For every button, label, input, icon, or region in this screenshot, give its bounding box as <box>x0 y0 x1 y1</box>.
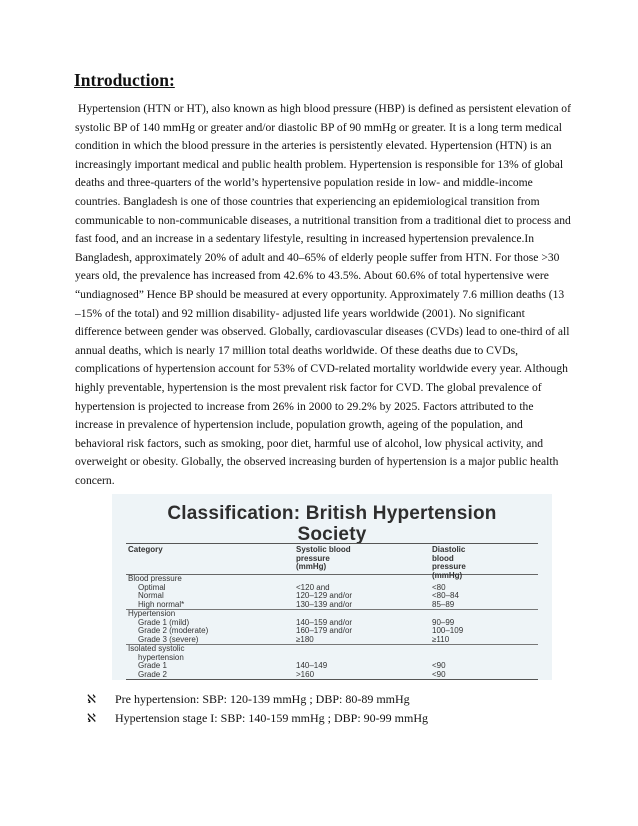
category-cell: Grade 2 <box>138 669 167 679</box>
section-heading: Introduction: <box>74 70 175 90</box>
header-diastolic-line: pressure <box>432 562 466 571</box>
header-systolic-line: pressure <box>296 553 330 563</box>
header-category: Category <box>128 545 163 554</box>
header-diastolic-line: Diastolic <box>432 545 466 554</box>
category-cell: Normal <box>138 591 164 600</box>
category-cell: Optimal <box>138 582 166 592</box>
bullet-marker: ℵ <box>87 692 96 706</box>
header-diastolic-line: (mmHg) <box>432 570 463 580</box>
header-systolic-line: (mmHg) <box>296 562 327 571</box>
systolic-cell: 160–179 and/or <box>296 626 353 635</box>
group-label: Isolated systolic <box>128 644 185 653</box>
bullet-list <box>87 690 428 728</box>
diastolic-cell: <90 <box>432 669 446 679</box>
category-cell: High normal* <box>138 599 185 609</box>
group-label-row <box>126 644 538 654</box>
systolic-cell: 140–149 <box>296 661 328 670</box>
intro-text: Hypertension (HTN or HT), also known as high blood pressure (HBP) is defined as persistent elevation of systolic BP of 140 mmHg or greater and/or diastolic BP of 90 mmHg or greater. It is a long term medical condition in which the blood pressure in the arteries is persistently elevated. Hypertension (HTN) is an increasingly important medical and public health problem. Hypertension is responsible for 13% of global deaths and three-quarters of the world’s hypertensive population reside in low- and middle-income countries. Bangladesh is one of those countries that experiencing an epidemiological transition from communicable to non-communicable diseases, a nutritional transition from a traditional diet to process and fast food, and an increase in a sedentary lifestyle, resulting in increased hypertension prevalence.In Bangladesh, approximately 20% of adult and 40–65% of elderly people suffer from HTN. For those >30 years old, the prevalence has increased from 42.6% to 43.5%. About 60.6% of total hypertensive were “undiagnosed” Hence BP should be measured at every opportunity. Approximately 7.6 million deaths (13 –15% of the total) and 92 million disability- adjusted life years worldwide (2001). No significant difference between gender was observed. Globally, cardiovascular diseases (CVDs) lead to one-third of all annual deaths, which is nearly 17 million total deaths worldwide. Of these deaths due to CVDs, complications of hypertension account for 53% of CVD-related mortality worldwide every year. Although highly preventable, hypertension is the most prevalent risk factor for CVD. The global prevalence of hypertension is projected to increase from 26% in 2000 to 29.2% by 2025. Factors attributed to the increase in prevalence of hypertension include, population growth, ageing of the population, and behavioral risk factors, such as smoking, poor diet, harmful use of alcohol, low physical activity, and overweight or obesity. Globally, the observed increasing burden of hypertension is a major public health concern. <box>75 102 571 487</box>
figure-title-line-2: Society <box>297 524 367 545</box>
diastolic-cell: <90 <box>432 661 446 670</box>
systolic-cell: 120–129 and/or <box>296 591 353 600</box>
systolic-cell: >160 <box>296 669 315 679</box>
figure-title <box>112 503 552 545</box>
category-cell: Grade 2 (moderate) <box>138 626 209 635</box>
category-cell: Grade 3 (severe) <box>138 634 199 644</box>
systolic-cell: <120 and <box>296 582 330 592</box>
table-row <box>126 601 538 610</box>
group-label: Hypertension <box>128 609 176 618</box>
header-diastolic-line: blood <box>432 553 454 563</box>
table-row <box>126 671 538 680</box>
table-row <box>126 636 538 645</box>
diastolic-cell: 90–99 <box>432 617 455 627</box>
table-bottom-rule <box>126 679 538 680</box>
diastolic-cell: 100–109 <box>432 626 464 635</box>
classification-table <box>126 543 538 680</box>
bullet-marker: ℵ <box>87 711 96 725</box>
diastolic-cell: ≥110 <box>432 634 450 644</box>
group-label-row <box>126 654 538 663</box>
figure-title-line-1: Classification: British Hypertension <box>167 503 497 524</box>
category-cell: Grade 1 (mild) <box>138 617 190 627</box>
group-label-continued: hypertension <box>138 652 184 662</box>
systolic-cell: 140–159 and/or <box>296 617 353 627</box>
list-item <box>87 709 428 728</box>
list-item <box>87 690 428 709</box>
diastolic-cell: 85–89 <box>432 599 455 609</box>
bullet-text: Hypertension stage I: SBP: 140-159 mmHg ; DBP: 90-99 mmHg <box>115 711 428 725</box>
systolic-cell: 130–139 and/or <box>296 599 353 609</box>
diastolic-cell: <80 <box>432 582 446 592</box>
table-row <box>126 662 538 671</box>
systolic-cell: ≥180 <box>296 634 314 644</box>
group-label-row <box>126 575 538 584</box>
classification-figure <box>112 494 552 680</box>
header-systolic-line: Systolic blood <box>296 545 351 554</box>
table-header <box>126 543 538 580</box>
diastolic-cell: <80–84 <box>432 591 459 600</box>
bullet-text: Pre hypertension: SBP: 120-139 mmHg ; DBP: 80-89 mmHg <box>115 692 410 706</box>
category-cell: Grade 1 <box>138 661 167 670</box>
header-systolic <box>296 546 351 572</box>
group-label: Blood pressure <box>128 574 182 583</box>
intro-paragraph <box>75 100 571 490</box>
